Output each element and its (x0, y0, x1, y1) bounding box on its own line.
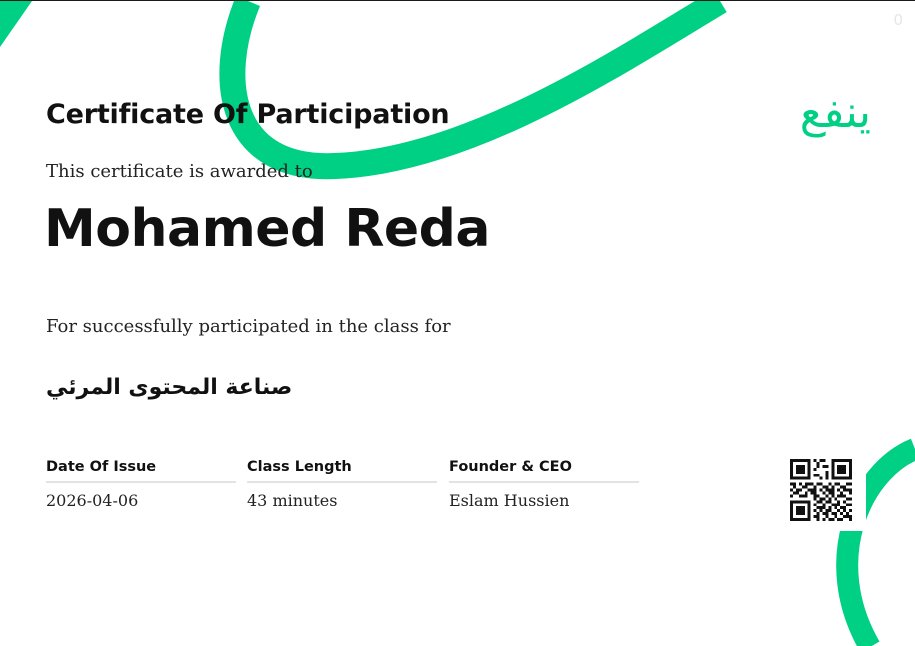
founder-value: Eslam Hussien (449, 491, 570, 510)
certificate-title: Certificate Of Participation (46, 99, 450, 130)
date-of-issue-label: Date Of Issue (46, 459, 236, 483)
qr-code-icon[interactable] (790, 459, 852, 521)
qr-code-container[interactable] (776, 441, 866, 531)
brand-logo: ينفع (799, 87, 871, 138)
date-of-issue-block (46, 459, 236, 510)
class-length-value: 43 minutes (247, 491, 338, 510)
awarded-text: This certificate is awarded to (46, 161, 313, 182)
swoosh-top-left (0, 1, 32, 47)
founder-block (449, 459, 639, 510)
founder-label: Founder & CEO (449, 459, 639, 483)
corner-number: 0 (893, 11, 903, 29)
participated-text: For successfully participated in the class for (46, 316, 451, 337)
class-length-block (247, 459, 437, 510)
recipient-name: Mohamed Reda (44, 199, 490, 259)
class-length-label: Class Length (247, 459, 437, 483)
swoosh-main (232, 1, 720, 166)
class-name: صناعة المحتوى المرئي (46, 375, 293, 400)
date-of-issue-value: 2026-04-06 (46, 491, 139, 510)
